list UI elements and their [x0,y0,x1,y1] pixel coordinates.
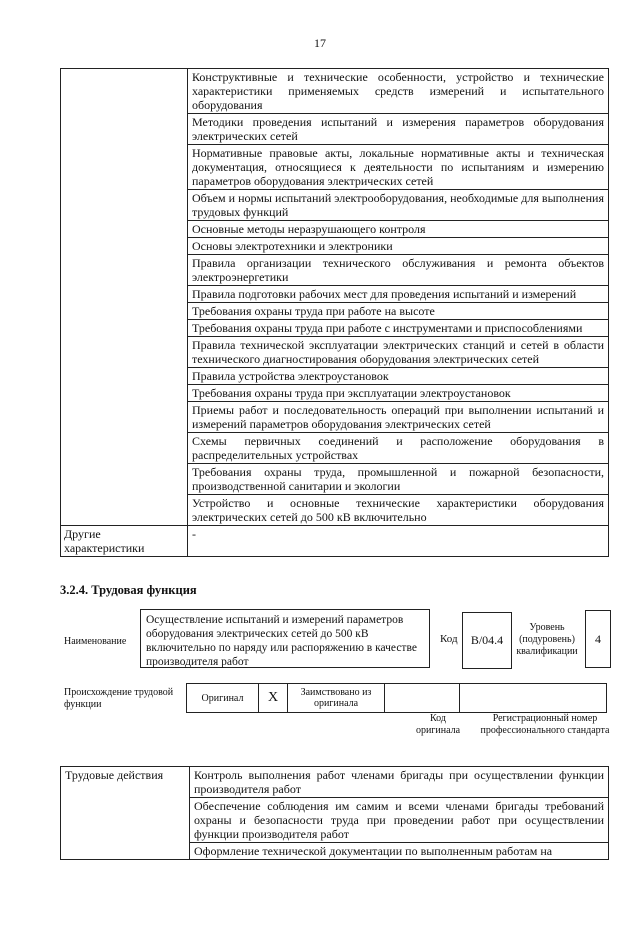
knowledge-table [60,68,609,557]
reg-caption: Регистрационный номер профессионального стандарта [480,713,610,736]
section-title: 3.2.4. Трудовая функция [60,583,197,597]
other-row [61,526,609,557]
action-item: Обеспечение соблюдения им самим и всеми членами бригады требований охраны и безопасности труда при проведении работ при осуществлении функции производителя работ [190,798,609,843]
knowledge-item: Основные методы неразрушающего контроля [188,221,609,238]
knowledge-row [61,69,609,114]
knowledge-item: Правила подготовки рабочих мест для проведения испытаний и измерений [188,286,609,303]
other-label: Другие характеристики [61,526,188,557]
origin-table [186,683,607,713]
knowledge-item: Методики проведения испытаний и измерения параметров оборудования электрических сетей [188,114,609,145]
origin-label: Происхождение трудовой функции [64,687,174,710]
knowledge-item: Устройство и основные технические характеристики оборудования электрических сетей до 500 кВ включительно [188,495,609,526]
code-label: Код [440,633,458,645]
knowledge-item: Требования охраны труда при эксплуатации электроустановок [188,385,609,402]
knowledge-item: Нормативные правовые акты, локальные нормативные акты и техническая документация, относящиеся к деятельности по испытаниям и измерению параметров оборудования электрических сетей [188,145,609,190]
knowledge-item: Приемы работ и последовательность операций при выполнении испытаний и измерений параметров оборудования электрических сетей [188,402,609,433]
level-label: Уровень (подуровень) квалификации [516,622,578,657]
origin-borrowed: Заимствовано из оригинала [288,684,385,713]
knowledge-item: Требования охраны труда при работе на высоте [188,303,609,320]
actions-table [60,766,609,860]
code-caption: Код оригинала [415,713,461,736]
knowledge-item: Правила технической эксплуатации электрических станций и сетей в области технического диагностирования оборудования электрических сетей [188,337,609,368]
other-value: - [188,526,609,557]
function-name: Осуществление испытаний и измерений параметров оборудования электрических сетей до 500 кВ включительно по наряду или распоряжению в качестве производителя работ [140,609,430,668]
origin-reg-cell [460,684,607,713]
page-number: 17 [314,36,326,50]
action-item: Оформление технической документации по выполненным работам на [190,843,609,860]
knowledge-item: Требования охраны труда при работе с инструментами и приспособлениями [188,320,609,337]
knowledge-item: Объем и нормы испытаний электрооборудования, необходимые для выполнения трудовых функций [188,190,609,221]
knowledge-item: Правила устройства электроустановок [188,368,609,385]
knowledge-item: Требования охраны труда, промышленной и пожарной безопасности, производственной санитарии и экологии [188,464,609,495]
function-code: B/04.4 [462,612,512,669]
qualification-level: 4 [585,610,611,668]
origin-mark: X [259,684,288,713]
action-item: Контроль выполнения работ членами бригады при осуществлении функции производителя работ [190,767,609,798]
action-row [61,767,609,798]
name-label: Наименование [64,636,127,647]
knowledge-item: Правила организации технического обслуживания и ремонта объектов электроэнергетики [188,255,609,286]
knowledge-item: Конструктивные и технические особенности, устройство и технические характеристики применяемых средств измерений и испытательного оборудования [188,69,609,114]
actions-label: Трудовые действия [61,767,190,860]
knowledge-item: Схемы первичных соединений и расположение оборудования в распределительных устройствах [188,433,609,464]
knowledge-label-cell [61,69,188,526]
origin-code-cell [385,684,460,713]
knowledge-item: Основы электротехники и электроники [188,238,609,255]
origin-original: Оригинал [187,684,259,713]
